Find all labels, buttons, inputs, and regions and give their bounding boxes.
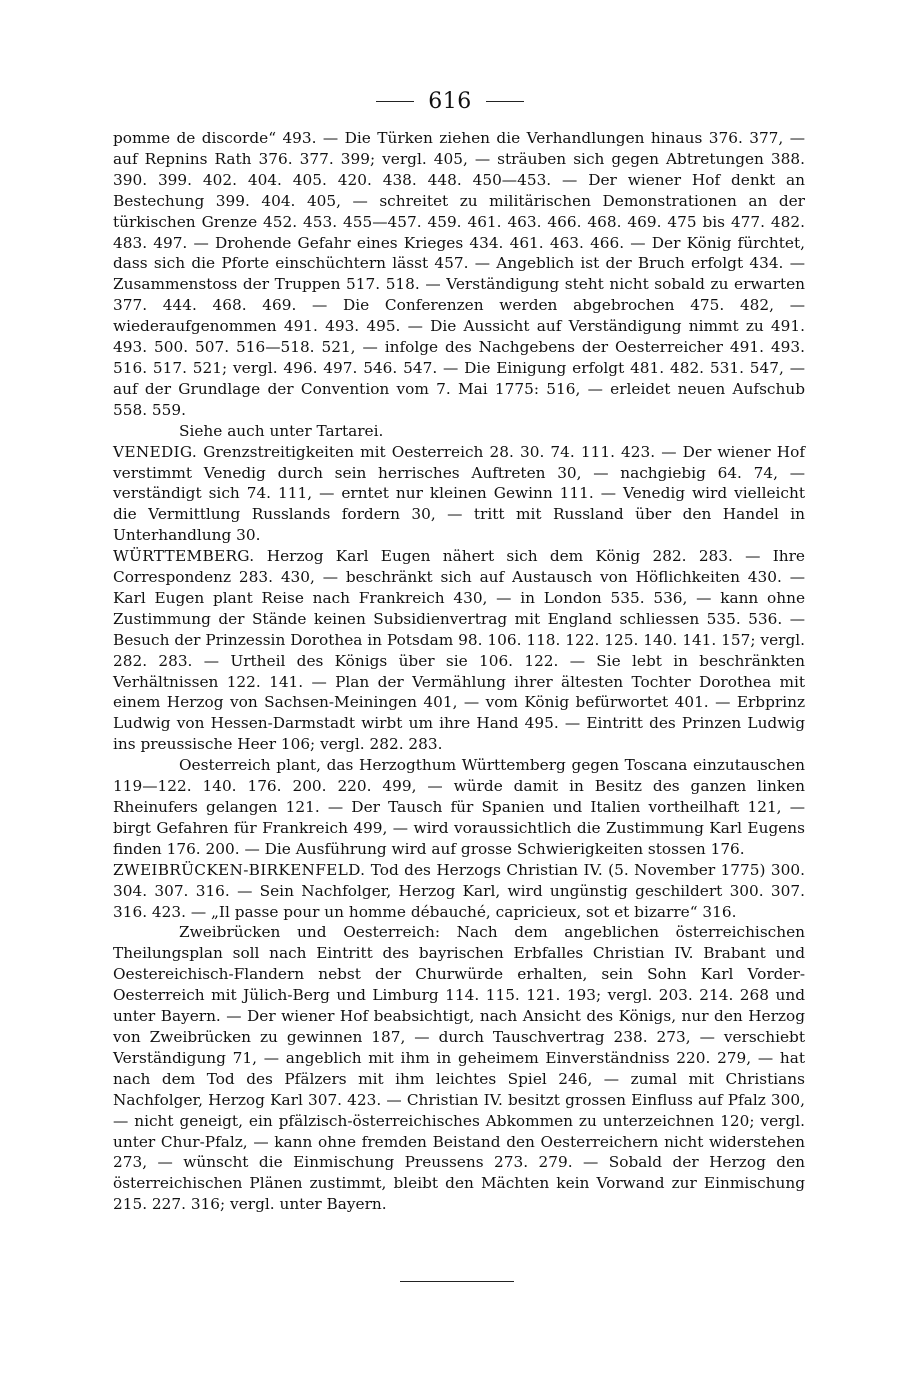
index-entry-zweibruecken (113, 860, 805, 923)
end-rule (400, 1281, 514, 1282)
entry-text: Grenzstreitigkeiten mit Oesterreich 28. 30. 74. 111. 423. — Der wiener Hof verstimmt Venedig durch sein herrisches Auftreten 30, — nachgiebig 64. 74, — verständigt sich 74. 111, — erntet nur kleinen Gewinn 111. — Venedig wird vielleicht die Vermittlung Russlands fordern 30, — tritt mit Russland über den Handel in Unterhandlung 30. (113, 442, 805, 545)
index-entry-venedig (113, 442, 805, 547)
entry-subparagraph: Oesterreich plant, das Herzogthum Württemberg gegen Toscana einzutauschen 119—122. 140. 176. 200. 220. 499, — würde damit in Besitz des ganzen linken Rheinufers gelangen 121. — Der Tausch für Spanien und Italien vortheilhaft 121, — birgt Gefahren für Frankreich 499, — wird voraussichtlich die Zustimmung Karl Eugens finden 176. 200. — Die Ausführung wird auf grosse Schwierigkeiten stossen 176. (113, 756, 805, 858)
entry-subparagraph: Zweibrücken und Oesterreich: Nach dem angeblichen österreichischen Theilungsplan soll nach Eintritt des bayrischen Erbfalles Christian IV. Brabant und Oestereichisch-Flandern nebst der Churwürde erhalten, sein Sohn Karl Vorder-Oesterreich mit Jülich-Berg und Limburg 114. 115. 121. 193; vergl. 203. 214. 268 und unter Bayern. — Der wiener Hof beabsichtigt, nach Ansicht des Königs, nur den Herzog von Zweibrücken zu gewinnen 187, — durch Tauschvertrag 238. 273, — verschiebt Verständigung 71, — angeblich mit ihm in geheimem Einverständniss 220. 279, — hat nach dem Tod des Pfälzers mit ihm leichtes Spiel 246, — zumal mit Christians Nachfolger, Herzog Karl 307. 423. — Christian IV. besitzt grossen Einfluss auf Pfalz 300, — nicht geneigt, ein pfälzisch-österreichisches Abkommen zu unterzeichnen 120; vergl. unter Chur-Pfalz, — kann ohne fremden Beistand den Oesterreichern nicht widerstehen 273, — wünscht die Einmischung Preussens 273. 279. — Sobald der Herzog den österreichischen Plänen zustimmt, bleibt den Mächten kein Vorwand zur Einmischung 215. 227. 316; vergl. unter Bayern. (113, 923, 805, 1214)
header-dash-right (486, 101, 524, 102)
index-entry-wuerttemberg (113, 546, 805, 755)
entry-heading: VENEDIG. (113, 442, 198, 461)
page-number: 616 (428, 88, 472, 114)
entry-heading: ZWEIBRÜCKEN-BIRKENFELD. (113, 860, 366, 879)
header-dash-left (376, 101, 414, 102)
entry-heading: WÜRTTEMBERG. (113, 547, 255, 566)
text-continuation: pomme de discorde“ 493. — Die Türken ziehen die Verhandlungen hinaus 376. 377, — auf Repnins Rath 376. 377. 399; vergl. 405, — sträuben sich gegen Abtretungen 388. 390. 399. 402. 404. 405. 420. 438. 448. 450—453. — Der wiener Hof denkt an Bestechung 399. 404. 405, — schreitet zu militärischen Demonstrationen an der türkischen Grenze 452. 453. 455—457. 459. 461. 463. 466. 468. 469. 475 bis 477. 482. 483. 497. — Drohende Gefahr eines Krieges 434. 461. 463. 466. — Der König fürchtet, dass sich die Pforte einschüchtern lässt 457. — Angeblich ist der Bruch erfolgt 434. — Zusammenstoss der Truppen 517. 518. — Verständigung steht nicht sobald zu erwarten 377. 444. 468. 469. — Die Conferenzen werden abgebrochen 475. 482, — wiederaufgenommen 491. 493. 495. — Die Aussicht auf Verständigung nimmt zu 491. 493. 500. 507. 516—518. 521, — infolge des Nachgebens der Oesterreicher 491. 493. 516. 517. 521; vergl. 496. 497. 546. 547. — Die Einigung erfolgt 481. 482. 531. 547, — auf der Grundlage der Convention vom 7. Mai 1775: 516, — erleidet neuen Aufschub 558. 559. (113, 129, 805, 419)
page-header (0, 86, 900, 116)
cross-reference: Siehe auch unter Tartarei. (179, 421, 384, 440)
entry-text: Tod des Herzogs Christian IV. (5. November 1775) 300. 304. 307. 316. — Sein Nachfolger, Herzog Karl, wird ungünstig geschildert 300. 307. 316. 423. — „Il passe pour un homme débauché, capricieux, sot et bizarre“ 316. (113, 860, 805, 921)
entry-text: Herzog Karl Eugen nähert sich dem König 282. 283. — Ihre Correspondenz 283. 430, — beschränkt sich auf Austausch von Höflichkeiten 430. — Karl Eugen plant Reise nach Frankreich 430, — in London 535. 536, — kann ohne Zustimmung der Stände keinen Subsidienvertrag mit England schliessen 535. 536. — Besuch der Prinzessin Dorothea in Potsdam 98. 106. 118. 122. 125. 140. 141. 157; vergl. 282. 283. — Urtheil des Königs über sie 106. 122. — Sie lebt in beschränkten Verhältnissen 122. 141. — Plan der Vermählung ihrer ältesten Tochter Dorothea mit einem Herzog von Sachsen-Meiningen 401, — vom König befürwortet 401. — Erbprinz Ludwig von Hessen-Darmstadt wirbt um ihre Hand 495. — Eintritt des Prinzen Ludwig ins preussische Heer 106; vergl. 282. 283. (113, 547, 805, 754)
index-text (113, 128, 805, 1215)
